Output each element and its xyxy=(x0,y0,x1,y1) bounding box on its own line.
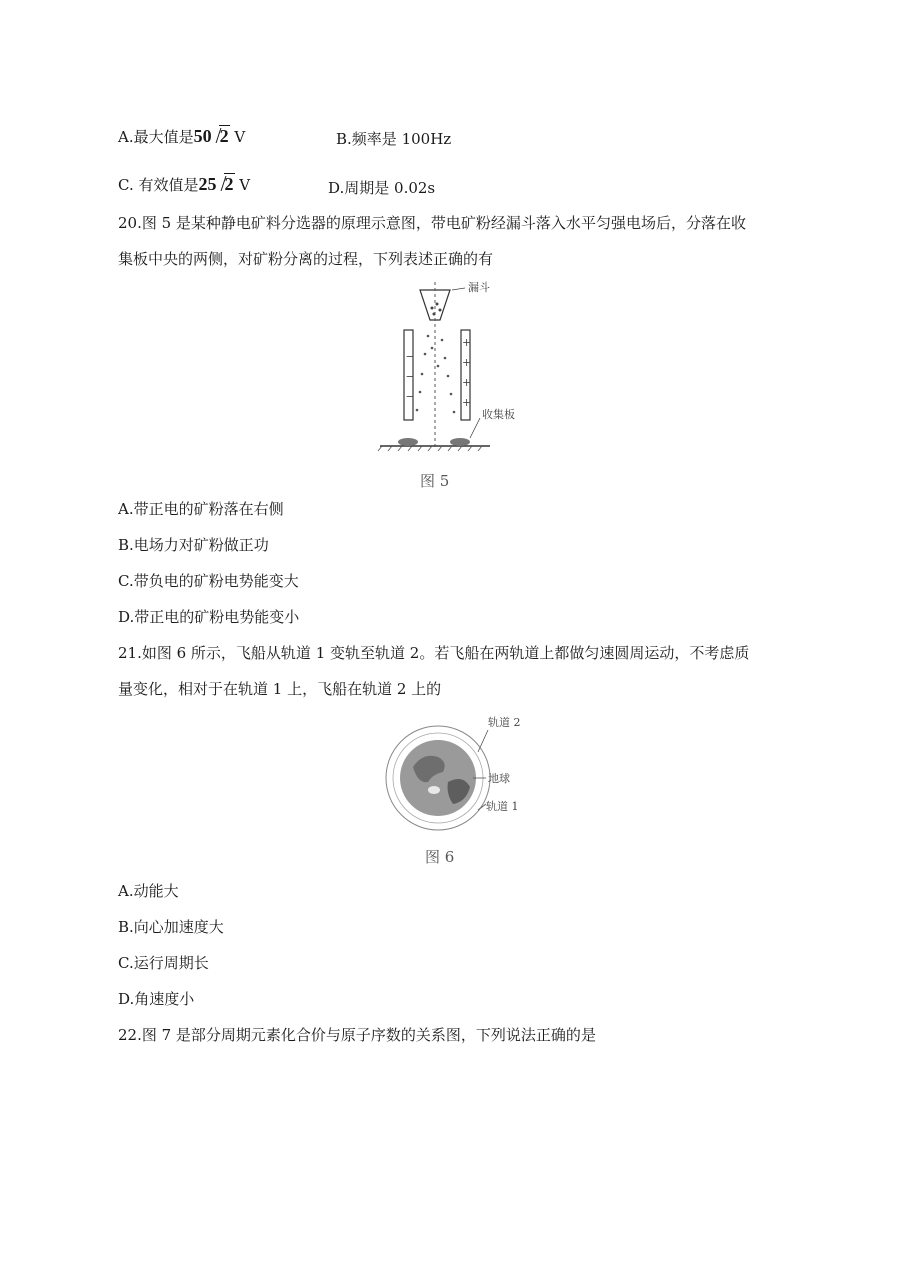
option-text: 最大值是 xyxy=(133,128,194,146)
option-20-a: A.带正电的矿粉落在右侧 xyxy=(118,500,284,518)
left-powder-pile xyxy=(398,438,418,446)
option-text: 有效值是 xyxy=(133,176,199,194)
option-label: A. xyxy=(118,128,134,146)
funnel-label: 漏斗 xyxy=(468,281,490,294)
sqrt-sign xyxy=(217,174,235,195)
question-21-stem-line2: 量变化，相对于在轨道 1 上，飞船在轨道 2 上的 xyxy=(118,680,442,698)
plus-sign: + xyxy=(462,336,472,349)
figure-6-caption: 图 6 xyxy=(425,848,455,866)
figure-5-separator-diagram xyxy=(370,278,520,456)
minus-sign: − xyxy=(405,350,415,363)
plus-sign: + xyxy=(462,356,472,369)
option-20-c: C.带负电的矿粉电势能变大 xyxy=(118,572,299,590)
option-label: C. xyxy=(118,176,134,194)
plus-sign: + xyxy=(462,396,472,409)
option-19-c xyxy=(118,174,250,195)
option-20-d: D.带正电的矿粉电势能变小 xyxy=(118,608,300,626)
earth-icon xyxy=(400,740,476,816)
math-expression xyxy=(199,174,235,194)
math-expression xyxy=(194,126,230,146)
option-19-d xyxy=(328,177,435,198)
figure-6-orbit-diagram xyxy=(378,712,548,832)
question-22-stem: 22.图 7 是部分周期元素化合价与原子序数的关系图，下列说法正确的是 xyxy=(118,1026,596,1044)
math-coefficient: 50 xyxy=(193,126,212,146)
minus-sign: − xyxy=(405,370,415,383)
radicand: 2 xyxy=(224,174,234,194)
plus-sign: + xyxy=(462,376,472,389)
option-label: D. xyxy=(328,179,345,197)
option-19-a xyxy=(118,126,245,147)
option-text: 频率是 100Hz xyxy=(351,130,452,148)
option-label: B. xyxy=(336,130,352,148)
figure-5-caption: 图 5 xyxy=(420,472,450,490)
option-21-d: D.角速度小 xyxy=(118,990,195,1008)
unit: V xyxy=(234,128,246,146)
orbit-1-label: 轨道 1 xyxy=(486,800,519,813)
unit: V xyxy=(239,176,251,194)
sqrt-sign xyxy=(212,126,230,147)
option-19-b xyxy=(336,128,451,149)
earth-label: 地球 xyxy=(488,772,510,785)
option-20-b: B.电场力对矿粉做正功 xyxy=(118,536,269,554)
option-21-c: C.运行周期长 xyxy=(118,954,209,972)
radicand: 2 xyxy=(219,126,229,146)
question-21-stem-line1: 21.如图 6 所示，飞船从轨道 1 变轨至轨道 2。若飞船在两轨道上都做匀速圆周运动，不考虑质 xyxy=(118,644,750,662)
math-coefficient: 25 xyxy=(198,174,217,194)
right-powder-pile xyxy=(450,438,470,446)
option-21-b: B.向心加速度大 xyxy=(118,918,224,936)
collector-label: 收集板 xyxy=(482,408,515,421)
question-20-stem-line2: 集板中央的两侧，对矿粉分离的过程，下列表述正确的有 xyxy=(118,250,494,268)
minus-sign: − xyxy=(405,390,415,403)
option-21-a: A.动能大 xyxy=(118,882,179,900)
orbit-2-label: 轨道 2 xyxy=(488,716,521,729)
question-20-stem-line1: 20.图 5 是某种静电矿料分选器的原理示意图，带电矿粉经漏斗落入水平匀强电场后，分落在收 xyxy=(118,214,746,232)
option-text: 周期是 0.02s xyxy=(344,179,436,197)
